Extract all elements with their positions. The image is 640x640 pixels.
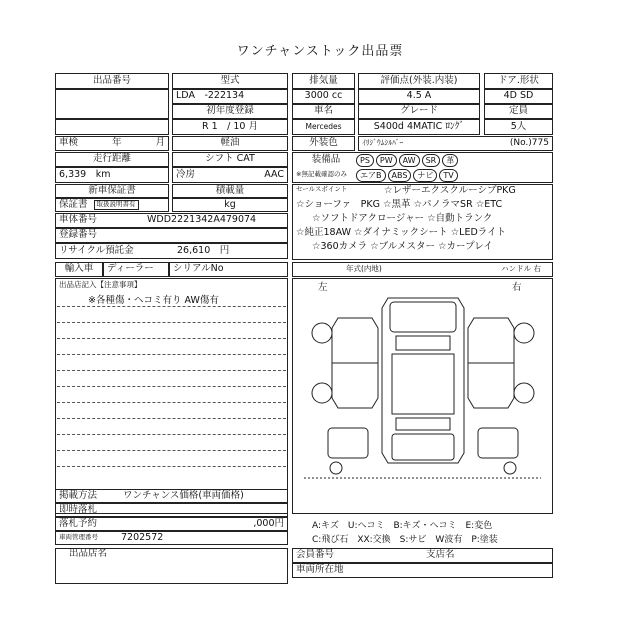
lot-number-label: 出品番号 <box>55 73 169 89</box>
chassis-label: 車体番号 <box>59 214 98 226</box>
car-body-outline <box>382 298 464 463</box>
equipment-badge-ps: PS <box>356 154 374 167</box>
lot-number-value <box>55 89 169 119</box>
year-handle-row <box>292 262 553 277</box>
recycle-label: リサイクル預託金 <box>59 244 134 256</box>
equipment-badge-airbag: エアB <box>356 169 386 182</box>
location-label: 車両所在地 <box>296 564 344 576</box>
location-row <box>292 563 553 578</box>
manual-value: 取扱説明書有 <box>94 200 139 209</box>
sheet-title: ワンチャンストック出品票 <box>236 44 404 59</box>
notes-divider <box>57 322 286 323</box>
manual-row <box>55 198 169 212</box>
reserve-unit: ,000円 <box>253 517 284 529</box>
grade-value: S400d 4MATIC ﾛﾝｸﾞ <box>358 119 480 135</box>
shift-value: シフト CAT <box>172 152 288 167</box>
legend-row-1: A:キズ U:ヘコミ B:キズ・ヘコミ E:変色 <box>312 521 493 531</box>
color-label: 外装色 <box>292 136 355 151</box>
manual-label: 保証書 <box>59 198 88 210</box>
car-rear-window <box>396 418 450 430</box>
recycle-value: 26,610 円 <box>177 244 230 256</box>
exhibitor-box <box>55 548 288 584</box>
sales-point-label: セールスポイント <box>296 185 348 193</box>
left-front-wheel-icon <box>312 323 332 343</box>
ac-row <box>172 167 288 183</box>
member-row <box>292 548 553 563</box>
ac-label: 冷房 <box>176 168 196 180</box>
color-code: (No.)775 <box>509 138 549 149</box>
model-label: 型式 <box>172 73 288 89</box>
sales-point-row-1 <box>296 186 516 197</box>
diagram-left-label: 左 <box>318 282 328 293</box>
capacity-value: 5人 <box>484 119 553 135</box>
car-trunk <box>392 434 454 460</box>
notes-divider <box>57 402 286 403</box>
notes-line-1: ※各種傷・ヘコミ有り AW傷有 <box>88 295 219 306</box>
color-value: ｲﾘｼﾞｳﾑｼﾙﾊﾞｰ <box>362 138 404 148</box>
sales-point-1: ☆レザーエクスクルーシブPKG <box>384 185 516 196</box>
notes-divider <box>57 338 286 339</box>
method-value: ワンチャンス価格(車両価格) <box>123 489 244 501</box>
right-front-wheel-icon <box>514 323 534 343</box>
notes-label: 出品店記入【注意事項】 <box>59 280 142 289</box>
equipment-badge-tv: TV <box>439 169 457 182</box>
inspection-row <box>55 136 169 151</box>
car-roof <box>392 354 454 414</box>
doors-value: 4D SD <box>484 89 553 104</box>
wheel-icon <box>330 462 342 474</box>
doors-label: ドア.形状 <box>484 73 553 89</box>
member-label: 会員番号 <box>296 549 335 561</box>
wheel-icon <box>504 462 516 474</box>
inspection-month-label: 月 <box>155 137 165 149</box>
displacement-label: 排気量 <box>292 73 355 89</box>
chassis-row <box>55 213 288 228</box>
sales-points-box <box>292 184 553 260</box>
car-name-value: Mercedes <box>292 119 355 135</box>
handle-label: ハンドル 右 <box>501 264 541 274</box>
diagram-right-label: 右 <box>512 282 522 293</box>
weight-label: 積載量 <box>172 184 288 198</box>
notes-divider <box>57 306 286 307</box>
weight-value: kg <box>172 198 288 212</box>
equipment-badge-pw: PW <box>376 154 397 167</box>
unconfirmed-label: ※無記載確認のみ <box>296 170 347 179</box>
front-bumper-diagram <box>328 428 368 458</box>
import-label: 輸入車 <box>55 262 103 277</box>
sales-point-3: ☆ソフトドアクロージャー ☆自動トランク <box>312 212 493 224</box>
chassis-value: WDD2221342A479074 <box>147 214 257 226</box>
notes-divider <box>57 466 286 467</box>
notes-box <box>55 278 288 514</box>
grade-label: グレード <box>358 104 480 119</box>
equipment-badge-aw: AW <box>399 154 420 167</box>
dealer-value: ディーラー <box>103 262 169 277</box>
registration-row <box>55 228 288 243</box>
equipment-box <box>292 152 553 183</box>
equipment-badge-navi: ナビ <box>413 169 437 182</box>
instant-label: 即時落札 <box>59 503 98 515</box>
model-value: LDA -222134 <box>172 89 288 104</box>
year-label: 年式(内地) <box>346 264 382 274</box>
car-windshield <box>396 336 450 350</box>
method-label: 掲載方法 <box>59 489 98 501</box>
sales-point-2: ☆ショーファ PKG ☆黒革 ☆パノラマSR ☆ETC <box>296 198 503 210</box>
displacement-value: 3000 cc <box>292 89 355 104</box>
left-rear-wheel-icon <box>312 383 332 403</box>
sales-point-4: ☆純正18AW ☆ダイナミックシート ☆LEDライト <box>296 226 506 238</box>
serial-label: シリアルNo <box>169 262 288 277</box>
first-registration-label: 初年度登録 <box>172 104 288 119</box>
equipment-badge-abs: ABS <box>388 169 412 182</box>
first-registration-value: R 1 / 10 月 <box>172 119 288 135</box>
recycle-row <box>55 243 288 259</box>
mgmt-value: 7202572 <box>121 531 164 543</box>
method-row <box>55 489 288 503</box>
grade-score-label: 評価点(外装.内装) <box>358 73 480 89</box>
notes-divider <box>57 450 286 451</box>
exhibitor-label: 出品店名 <box>69 548 108 559</box>
inspection-year-label: 年 <box>111 137 122 149</box>
equipment-badge-sr: SR <box>422 154 441 167</box>
notes-divider <box>57 386 286 387</box>
notes-divider <box>57 354 286 355</box>
reserve-row <box>55 517 288 531</box>
reserve-label: 落札予約 <box>59 517 98 529</box>
inspection-label: 車検 <box>59 137 79 149</box>
legend-row-2: C:飛び石 XX:交換 S:サビ W波有 P:塗装 <box>312 535 498 545</box>
car-name-label: 車名 <box>292 104 355 119</box>
equipment-row-2 <box>296 169 460 182</box>
equipment-badge-leather: 革 <box>442 154 458 167</box>
notes-divider <box>57 434 286 435</box>
car-outline-diagram <box>292 278 553 514</box>
car-hood <box>390 302 456 332</box>
right-rear-wheel-icon <box>514 383 534 403</box>
mgmt-label: 車両管理番号 <box>59 533 98 542</box>
fuel-value: 軽油 <box>172 136 288 151</box>
color-row <box>358 136 553 151</box>
branch-label: 支店名 <box>426 549 455 561</box>
new-car-warranty-label: 新車保証書 <box>55 184 169 198</box>
equipment-row-1 <box>296 154 460 167</box>
notes-divider <box>57 418 286 419</box>
registration-label: 登録番号 <box>59 229 98 241</box>
instant-row <box>55 503 288 517</box>
mileage-value: 6,339 km <box>55 167 169 183</box>
mgmt-row <box>55 531 288 545</box>
sales-point-5: ☆360カメラ ☆ブルメスター ☆カープレイ <box>312 240 493 252</box>
rear-bumper-diagram <box>478 428 518 458</box>
mileage-label: 走行距離 <box>55 152 169 167</box>
capacity-label: 定員 <box>484 104 553 119</box>
grade-score-value: 4.5 A <box>358 89 480 104</box>
lot-number-blank <box>55 119 169 135</box>
notes-divider <box>57 370 286 371</box>
equipment-label: 装備品 <box>311 153 341 165</box>
ac-value: AAC <box>264 168 284 180</box>
